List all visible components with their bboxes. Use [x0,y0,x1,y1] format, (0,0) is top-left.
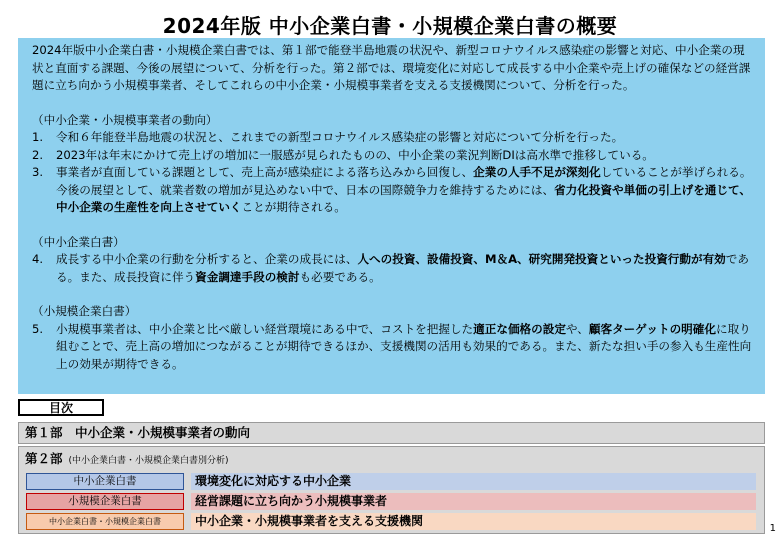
chapter-title[interactable]: 経営課題に立ち向かう小規模事業者 [191,493,756,510]
bold-run: 企業の人手不足が深刻化 [473,165,601,179]
toc-row-sme[interactable] [19,473,764,491]
text-run: 事業者が直面している課題として、売上高が感染症による落ち込みから回復し、 [56,165,474,179]
summary-box [18,38,765,394]
toc-part2 [18,446,765,534]
item-text: 令和６年能登半島地震の状況と、これまでの新型コロナウイルス感染症の影響と対応について分析を行った。 [56,130,624,144]
toc-row-small[interactable] [19,493,764,511]
text-run: 小規模事業者は、中小企業と比べ厳しい経営環境にある中で、コストを把握した [56,321,474,336]
bold-run: 適正な価格の設定 [473,321,566,336]
page-title: 2024年版 中小企業白書・小規模企業白書の概要 [162,14,618,38]
list-item [32,147,753,165]
item-number: 1. [32,130,44,144]
tag-small-whitepaper: 小規模企業白書 [26,493,184,510]
item-number: 5. [32,321,44,336]
text-run: 成長する中小企業の行動を分析すると、企業の成長には、 [56,252,358,266]
text-run: に取り組むことで、売上高の増加につながることが期待できるほか、支援機関の活用も効果的である。また、新たな担い手の参入も生産性向上の効果が期待できる。 [56,321,752,371]
page-number: 1 [769,523,776,534]
item-text [56,321,753,374]
item-text [56,251,753,286]
text-run: である。また、成長投資に伴う [56,252,749,284]
section-heading-trends: （中小企業・小規模事業者の動向） [32,112,218,127]
list-item [32,251,753,286]
toc-part1[interactable]: 第１部 中小企業・小規模事業者の動向 [18,422,765,444]
part2-subtitle: (中小企業白書・小規模企業白書別分析) [68,456,229,466]
toc-row-support[interactable] [19,513,764,531]
item-number: 4. [32,252,44,266]
item-number: 3. [32,165,44,179]
tag-both-whitepapers: 中小企業白書・小規模企業白書 [26,513,184,530]
intro-paragraph: 2024年版中小企業白書・小規模企業白書では、第１部で能登半島地震の状況や、新型コロナウイルス感染症の影響と対応、中小企業の現状と直面する課題、今後の展望について、分析を行った。第２部では、環境変化に対応して成長する中小企業や売上げの確保などの経営課題に立ち向かう小規模事業者、そしてこれらの中小企業・小規模事業者を支える支援機関について、分析を行った。 [32,43,751,92]
item-number: 2. [32,147,44,162]
bold-run: 資金調達手段の検討 [195,269,300,284]
item-text: 2023年は年末にかけて売上げの増加に一服感が見られたものの、中小企業の業況判断DIは高水準で推移している。 [56,147,654,162]
toc-label: 目次 [18,399,104,416]
list-item [32,321,753,374]
chapter-title[interactable]: 中小企業・小規模事業者を支える支援機関 [191,513,756,530]
list-item [32,164,753,217]
bold-run: 省力化投資や単価の引上げを通じて、中小企業の生産性を向上させていく [56,182,751,214]
text-run: も必要である。 [299,269,381,284]
section-heading-small: （小規模企業白書） [32,304,137,318]
text-run: していることが挙げられる。今後の展望として、就業者数の増加が見込めない中で、日本の国際競争力を維持するためには、 [56,165,752,197]
tag-sme-whitepaper: 中小企業白書 [26,473,184,490]
section-heading-sme: （中小企業白書） [32,234,125,249]
bold-run: 顧客ターゲットの明確化 [588,321,716,336]
list-item [32,129,753,147]
item-text [56,164,753,217]
text-run: ことが期待される。 [241,200,346,214]
chapter-title[interactable]: 環境変化に対応する中小企業 [191,473,756,490]
part2-title: 第２部 [25,451,63,466]
part2-heading [25,449,229,467]
bold-run: 人への投資、設備投資、M＆A、研究開発投資といった投資行動が有効 [357,252,726,266]
text-run: や、 [565,321,589,336]
